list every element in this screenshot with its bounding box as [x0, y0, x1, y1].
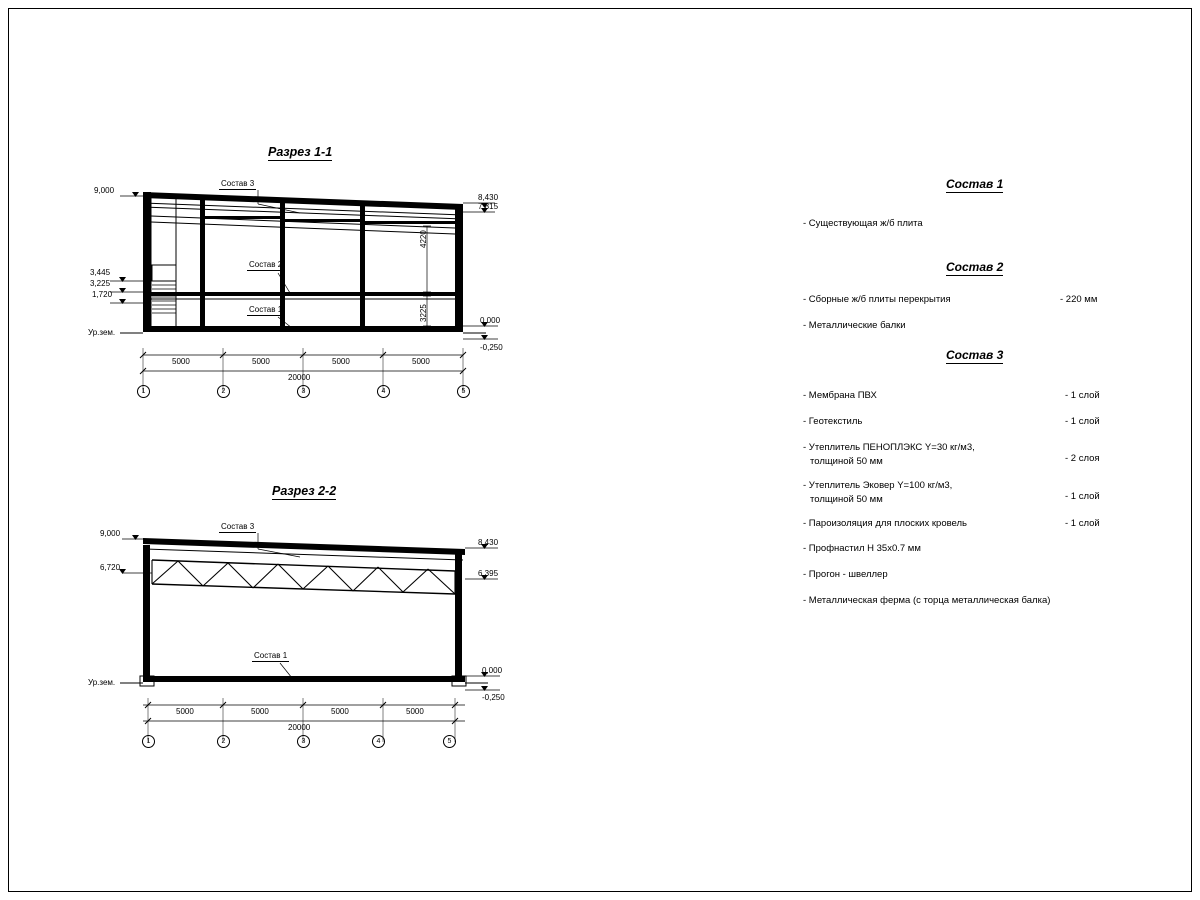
spec-3-row-3-text2: толщиной 50 мм	[810, 456, 883, 467]
spec-2-row-2-text: - Металлические балки	[803, 320, 906, 331]
callout-sostav-1-sec1: Состав 1	[249, 305, 283, 314]
spec-3-row-2-text: - Геотекстиль	[803, 416, 863, 427]
level-left-3225: 3,225	[90, 279, 111, 288]
dim-total-sec1: 20000	[288, 373, 311, 382]
spec-3-row-8-text: - Металлическая ферма (с торца металлическая балка)	[803, 595, 1051, 606]
level-right-7815: 7,815	[478, 202, 499, 211]
callout-sostav-1-sec2: Состав 1	[254, 651, 288, 660]
spec-3-row-7-text: - Прогон - швеллер	[803, 569, 888, 580]
dim-bay-4-sec2: 5000	[406, 707, 424, 716]
dim-bay-4-sec1: 5000	[412, 357, 430, 366]
level-right-0250-sec2: -0,250	[482, 693, 505, 702]
axis-marker-2-sec2: 2	[217, 735, 230, 748]
axis-marker-3-sec2: 3	[297, 735, 310, 748]
axis-marker-4-sec1: 4	[377, 385, 390, 398]
dim-bay-2-sec2: 5000	[251, 707, 269, 716]
spec-3-row-2-value: - 1 слой	[1065, 416, 1100, 427]
dim-bay-1-sec1: 5000	[172, 357, 190, 366]
axis-marker-1-sec1: 1	[137, 385, 150, 398]
spec-3-row-6-text: - Профнастил Н 35х0.7 мм	[803, 543, 921, 554]
dim-bay-2-sec1: 5000	[252, 357, 270, 366]
level-right-0000-sec2: 0,000	[482, 666, 503, 675]
callout-sostav-2-sec1: Состав 2	[249, 260, 283, 269]
section-1-1-title: Разрез 1-1	[268, 145, 333, 159]
dim-bay-1-sec2: 5000	[176, 707, 194, 716]
level-right-6395-sec2: 6,395	[478, 569, 499, 578]
axis-marker-1-sec2: 1	[142, 735, 155, 748]
spec-3-row-3-value: - 2 слоя	[1065, 453, 1100, 464]
dim-bay-3-sec1: 5000	[332, 357, 350, 366]
level-left-9000: 9,000	[94, 186, 115, 195]
spec-1-row-1-text: - Существующая ж/б плита	[803, 218, 923, 229]
spec-heading-sostav-1: Состав 1	[946, 177, 1004, 191]
level-right-8430-sec2: 8,430	[478, 538, 499, 547]
spec-heading-sostav-3: Состав 3	[946, 348, 1004, 362]
level-right-0250: -0,250	[480, 343, 503, 352]
spec-3-row-4-value: - 1 слой	[1065, 491, 1100, 502]
spec-3-row-4-text2: толщиной 50 мм	[810, 494, 883, 505]
axis-marker-4-sec2: 4	[372, 735, 385, 748]
dim-3225: 3225	[419, 304, 428, 322]
axis-marker-2-sec1: 2	[217, 385, 230, 398]
ground-level-label-2: Ур.зем.	[88, 678, 116, 687]
spec-3-row-1-value: - 1 слой	[1065, 390, 1100, 401]
axis-marker-5-sec2: 5	[443, 735, 456, 748]
spec-3-row-5-value: - 1 слой	[1065, 518, 1100, 529]
spec-heading-sostav-2: Состав 2	[946, 260, 1004, 274]
level-left-6720-sec2: 6,720	[100, 563, 121, 572]
section-2-2-title: Разрез 2-2	[272, 484, 337, 498]
spec-2-row-1-text: - Сборные ж/б плиты перекрытия	[803, 294, 951, 305]
axis-marker-5-sec1: 5	[457, 385, 470, 398]
spec-3-row-3-text: - Утеплитель ПЕНОПЛЭКС Y=30 кг/м3,	[803, 442, 975, 453]
dim-4220: 4220	[419, 230, 428, 248]
spec-2-row-1-value: - 220 мм	[1060, 294, 1098, 305]
callout-sostav-3-sec2: Состав 3	[221, 522, 255, 531]
spec-3-row-5-text: - Пароизоляция для плоских кровель	[803, 518, 968, 529]
level-left-1720: 1,720	[92, 290, 113, 299]
callout-sostav-3-sec1: Состав 3	[221, 179, 255, 188]
spec-3-row-4-text: - Утеплитель Эковер Y=100 кг/м3,	[803, 480, 953, 491]
level-right-0000: 0,000	[480, 316, 501, 325]
level-left-9000-sec2: 9,000	[100, 529, 121, 538]
spec-3-row-1-text: - Мембрана ПВХ	[803, 390, 877, 401]
dim-total-sec2: 20000	[288, 723, 311, 732]
ground-level-label-1: Ур.зем.	[88, 328, 116, 337]
level-left-3445: 3,445	[90, 268, 111, 277]
axis-marker-3-sec1: 3	[297, 385, 310, 398]
level-right-8430: 8,430	[478, 193, 499, 202]
dim-bay-3-sec2: 5000	[331, 707, 349, 716]
